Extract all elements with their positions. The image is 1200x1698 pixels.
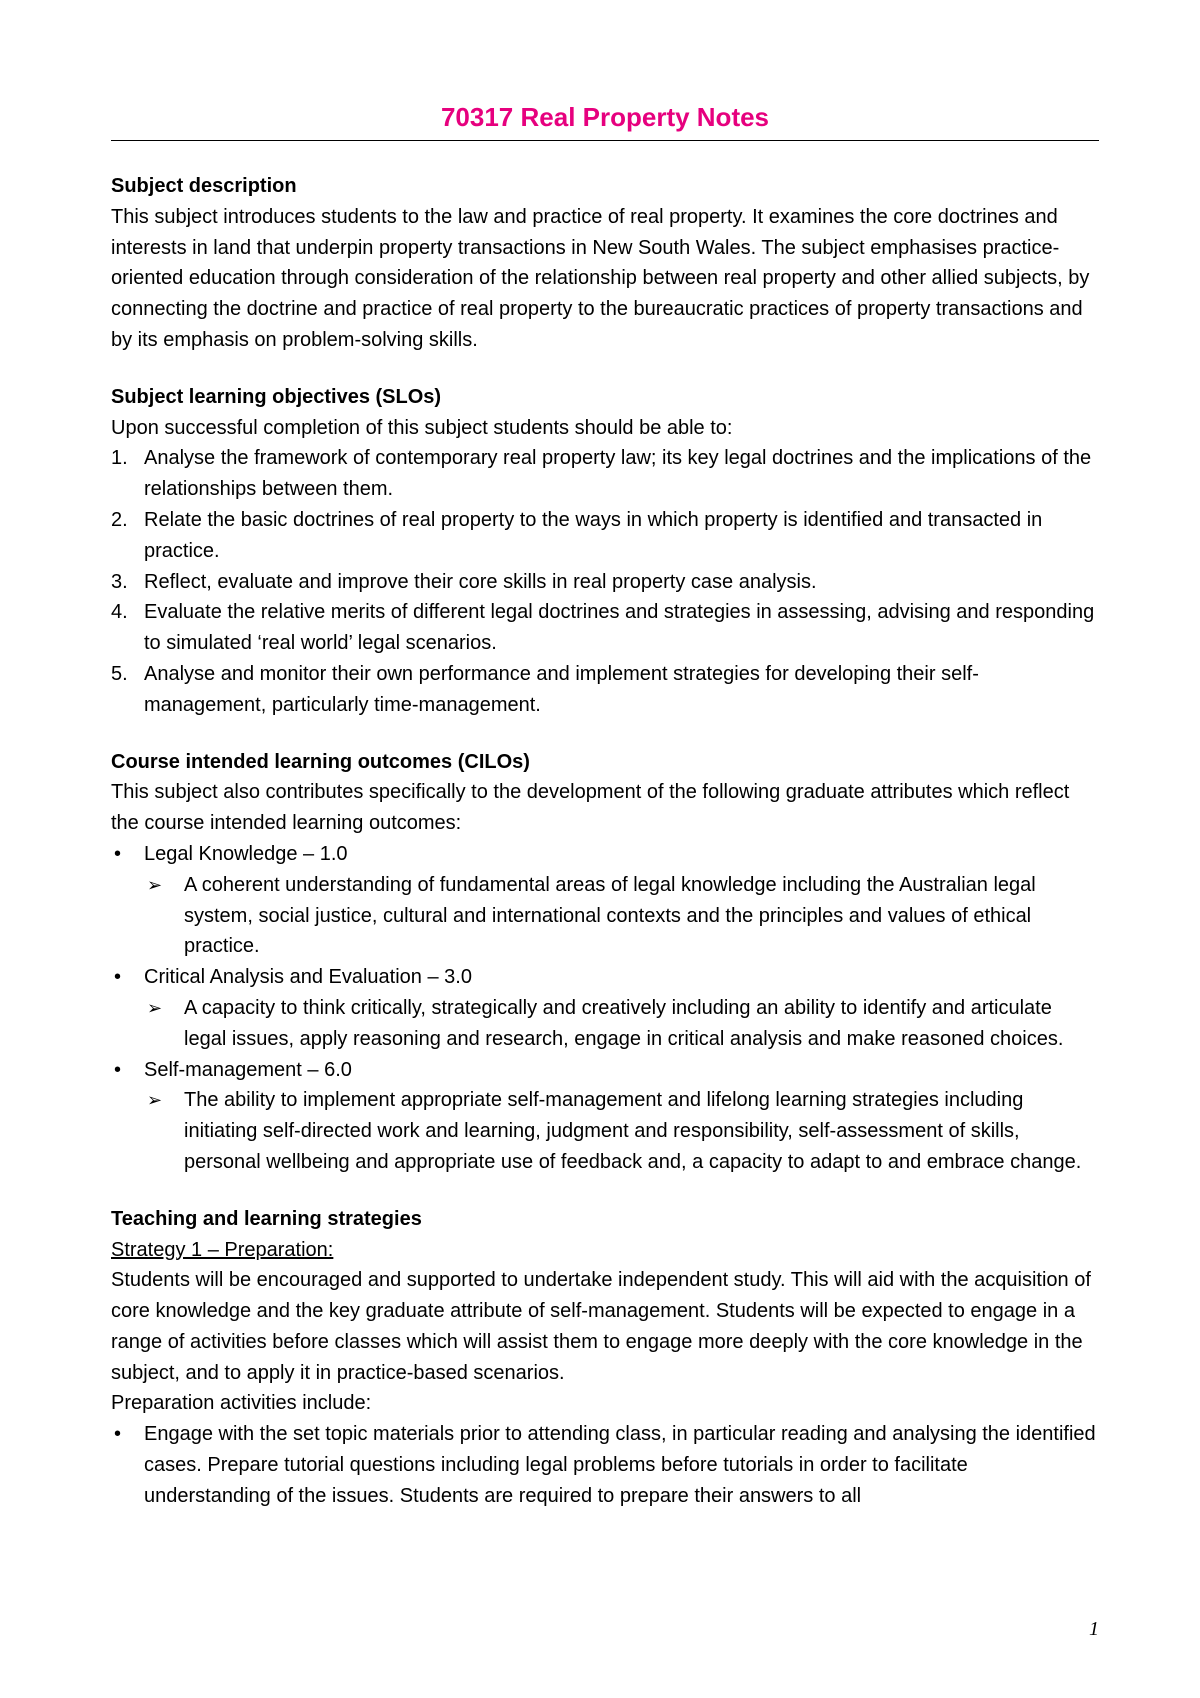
- cilos-section: [111, 747, 1099, 1178]
- list-item-text: Analyse the framework of contemporary real property law; its key legal doctrines and the implications of the relationships between them.: [144, 447, 1092, 501]
- sub-list: [144, 870, 1099, 962]
- numbered-list: [111, 443, 1099, 720]
- list-item: [111, 505, 1099, 567]
- bullet-icon: •: [114, 1423, 122, 1446]
- attribute-detail: The ability to implement appropriate self-management and lifelong learning strategies including initiating self-directed work and learning, judgment and responsibility, self-assessment of skills, personal wellbeing and appropriate use of feedback and, a capacity to adapt to and embrace change.: [184, 1089, 1082, 1173]
- list-number: 5.: [111, 662, 128, 685]
- teaching-section: [111, 1204, 1099, 1512]
- document-title: 70317 Real Property Notes: [111, 100, 1099, 141]
- subject-description-section: [111, 171, 1099, 356]
- list-number: 2.: [111, 508, 128, 531]
- list-item: [111, 597, 1099, 659]
- section-heading: Subject learning objectives (SLOs): [111, 385, 442, 408]
- bullet-icon: •: [114, 1058, 122, 1081]
- arrow-bullet-icon: ➢: [147, 874, 163, 895]
- attribute-label: Self-management – 6.0: [144, 1058, 352, 1081]
- activities-intro: Preparation activities include:: [111, 1392, 372, 1415]
- paragraph: This subject introduces students to the law and practice of real property. It examines the core doctrines and interests in land that underpin property transactions in New South Wales. The subject emphasises practice-oriented education through consideration of the relationship between real property and other allied subjects, by connecting the doctrine and practice of real property to the bureaucratic practices of property transactions and by its emphasis on problem-solving skills.: [111, 205, 1090, 351]
- list-number: 4.: [111, 601, 128, 624]
- section-heading: Teaching and learning strategies: [111, 1207, 422, 1230]
- bullet-list: [111, 839, 1099, 1178]
- sub-list: [144, 1085, 1099, 1177]
- strategy-title: Strategy 1 – Preparation:: [111, 1238, 334, 1261]
- list-item: [111, 659, 1099, 721]
- attribute-label: Legal Knowledge – 1.0: [144, 842, 348, 865]
- list-item: [111, 839, 1099, 962]
- arrow-bullet-icon: ➢: [147, 1090, 163, 1111]
- list-number: 1.: [111, 447, 128, 470]
- bullet-list: [111, 1419, 1099, 1511]
- list-item: [111, 962, 1099, 1054]
- attribute-detail: A capacity to think critically, strategically and creatively including an ability to identify and articulate legal issues, apply reasoning and research, engage in critical analysis and make reasoned choices.: [184, 996, 1064, 1050]
- page-number: 1: [1089, 1618, 1099, 1640]
- list-item: [111, 1419, 1099, 1511]
- list-item-text: Reflect, evaluate and improve their core skills in real property case analysis.: [144, 570, 817, 593]
- attribute-detail: A coherent understanding of fundamental areas of legal knowledge including the Australian legal system, social justice, cultural and international contexts and the principles and values of ethical practice.: [184, 873, 1036, 958]
- list-number: 3.: [111, 570, 128, 593]
- paragraph: Upon successful completion of this subject students should be able to:: [111, 416, 733, 439]
- sub-list-item: [111, 870, 1099, 962]
- bullet-icon: •: [114, 966, 122, 989]
- sub-list: [144, 993, 1099, 1055]
- list-item: [111, 443, 1099, 505]
- attribute-label: Critical Analysis and Evaluation – 3.0: [144, 966, 472, 989]
- arrow-bullet-icon: ➢: [147, 997, 163, 1018]
- list-item-text: Relate the basic doctrines of real property to the ways in which property is identified and transacted in practice.: [144, 508, 1043, 562]
- section-heading: Subject description: [111, 175, 297, 197]
- list-item: [111, 567, 1099, 598]
- sub-list-item: [111, 1085, 1099, 1177]
- list-item: [111, 1055, 1099, 1178]
- sub-list-item: [111, 993, 1099, 1055]
- list-item-text: Analyse and monitor their own performance and implement strategies for developing their self-management, particularly time-management.: [144, 662, 979, 716]
- document-page: [111, 100, 1099, 1512]
- section-heading: Course intended learning outcomes (CILOs): [111, 750, 530, 773]
- slos-section: [111, 382, 1099, 721]
- paragraph: Students will be encouraged and supported to undertake independent study. This will aid with the acquisition of core knowledge and the key graduate attribute of self-management. Students will be expected to engage in a range of activities before classes which will assist them to engage more deeply with the core knowledge in the subject, and to apply it in practice-based scenarios.: [111, 1269, 1091, 1384]
- list-item-text: Evaluate the relative merits of different legal doctrines and strategies in assessing, advising and responding to simulated ‘real world’ legal scenarios.: [144, 601, 1095, 655]
- paragraph: This subject also contributes specifically to the development of the following graduate attributes which reflect the course intended learning outcomes:: [111, 781, 1070, 835]
- bullet-icon: •: [114, 842, 122, 865]
- activity-text: Engage with the set topic materials prior to attending class, in particular reading and analysing the identified cases. Prepare tutorial questions including legal problems before tutorials in order to facilitate understanding of the issues. Students are required to prepare their answers to all: [144, 1423, 1096, 1507]
